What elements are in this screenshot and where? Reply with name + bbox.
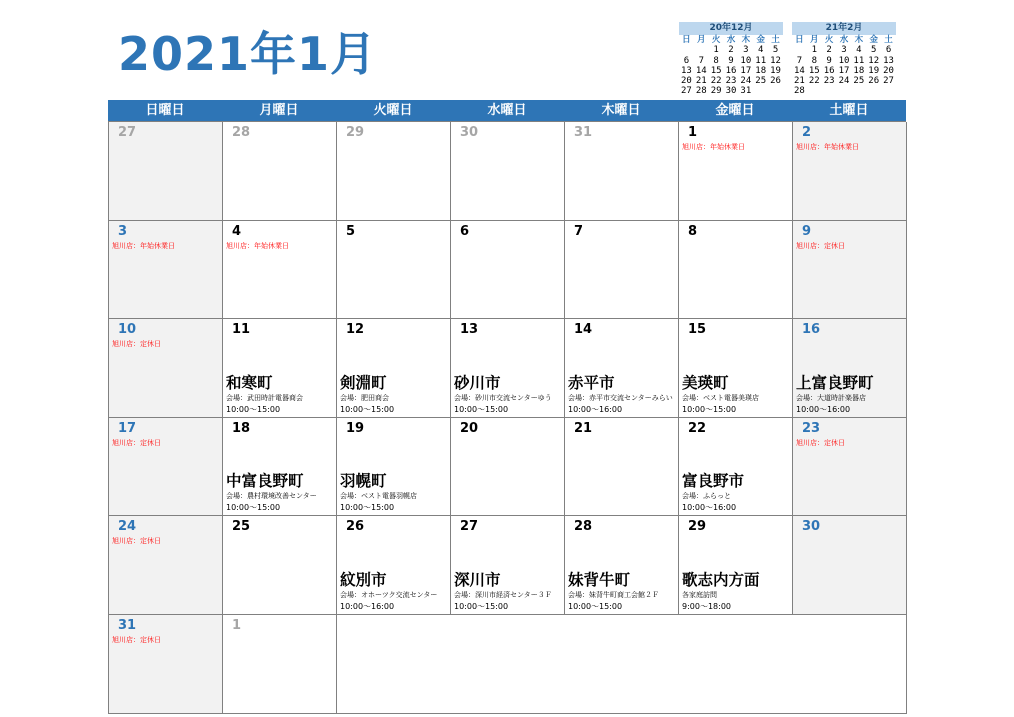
- day-number: 31: [118, 617, 137, 633]
- mini-day: 24: [838, 76, 850, 87]
- mini-day: 15: [710, 65, 722, 76]
- mini-weekday-label: 土: [884, 35, 893, 45]
- day-number: 27: [118, 125, 137, 140]
- mini-day: 23: [823, 76, 835, 87]
- day-number: 2: [802, 125, 812, 140]
- calendar-day-cell[interactable]: [337, 221, 451, 320]
- day-number: 1: [232, 617, 242, 633]
- mini-weekday-label: 土: [771, 35, 780, 45]
- store-holiday-note: 旭川店：年始休業日: [112, 241, 175, 250]
- event-time: 10:00～15:00: [454, 601, 509, 611]
- mini-day: 25: [853, 76, 865, 87]
- weekday-header: 日曜日: [145, 103, 185, 118]
- event-time: 10:00～16:00: [796, 404, 851, 414]
- event-venue: 会場：砂川市交流センターゆう: [454, 393, 552, 402]
- calendar-day-cell[interactable]: [451, 221, 565, 320]
- day-number: 29: [346, 125, 365, 140]
- mini-weekday-label: 金: [756, 35, 765, 45]
- mini-day: 1: [713, 45, 719, 56]
- mini-day: 31: [740, 86, 752, 97]
- mini-calendar-title: 21年2月: [792, 22, 896, 35]
- calendar-day-cell[interactable]: [337, 418, 451, 517]
- mini-weekday-label: 木: [854, 35, 864, 45]
- mini-day: 15: [808, 65, 820, 76]
- event-venue: 会場：農村環境改善センター: [226, 492, 317, 501]
- mini-day: 22: [808, 76, 820, 87]
- mini-day: 6: [683, 55, 690, 66]
- mini-day: 18: [853, 65, 865, 76]
- mini-day: 28: [695, 86, 707, 97]
- day-number: 27: [460, 519, 479, 535]
- mini-day: 2: [826, 45, 832, 56]
- mini-day: 12: [770, 55, 781, 66]
- mini-day: 7: [796, 55, 803, 66]
- mini-weekday-label: 日: [795, 35, 804, 45]
- event-time: 10:00～16:00: [568, 404, 623, 414]
- calendar-day-cell[interactable]: [109, 516, 223, 615]
- day-number: 28: [574, 519, 593, 535]
- event-block: [454, 373, 562, 415]
- event-block: [568, 373, 676, 415]
- weekday-header: 金曜日: [715, 103, 755, 118]
- calendar-day-cell[interactable]: [793, 122, 907, 221]
- mini-day: [822, 86, 837, 96]
- mini-day: 21: [695, 76, 707, 87]
- mini-day: 11: [853, 55, 865, 66]
- calendar-empty-cell: [337, 615, 907, 714]
- event-block: [340, 471, 448, 513]
- calendar-day-cell[interactable]: [337, 122, 451, 221]
- mini-weekday-label: 日: [682, 35, 691, 45]
- mini-calendar-grid: [792, 35, 896, 97]
- mini-day: 28: [794, 86, 805, 97]
- event-venue: 会場：オホーツク交流センター: [340, 590, 438, 599]
- calendar-day-cell[interactable]: [679, 221, 793, 320]
- store-holiday-note: 旭川店：年始休業日: [682, 143, 745, 151]
- calendar-day-cell[interactable]: [109, 319, 223, 418]
- event-location: 美瑛町: [682, 373, 729, 392]
- event-block: [226, 471, 334, 513]
- mini-day: 11: [755, 55, 767, 66]
- mini-day: 19: [868, 65, 880, 76]
- day-number: 29: [688, 519, 707, 535]
- day-number: 1: [688, 125, 698, 140]
- calendar-day-cell[interactable]: [793, 516, 907, 615]
- calendar-day-cell[interactable]: [565, 122, 679, 221]
- day-number: 19: [346, 420, 365, 436]
- event-venue: 会場：深川市経済センター３Ｆ: [454, 590, 552, 599]
- day-number: 30: [460, 125, 479, 140]
- event-block: [340, 570, 448, 612]
- day-number: 22: [688, 420, 707, 436]
- day-number: 23: [802, 420, 821, 436]
- mini-day: 14: [794, 65, 805, 76]
- mini-day: [753, 86, 768, 96]
- calendar-day-cell[interactable]: [109, 615, 223, 714]
- event-block: [796, 373, 904, 415]
- calendar-day-cell[interactable]: [223, 615, 337, 714]
- mini-day: 13: [681, 65, 692, 76]
- calendar-day-cell[interactable]: [223, 516, 337, 615]
- mini-day: 27: [681, 86, 692, 97]
- mini-calendar-grid: [679, 35, 783, 97]
- mini-day: 16: [823, 65, 835, 76]
- store-holiday-note: 旭川店：定休日: [112, 340, 161, 349]
- event-location: 歌志内方面: [682, 570, 760, 589]
- mini-weekday-label: 金: [869, 35, 878, 45]
- event-location: 赤平市: [568, 373, 615, 392]
- mini-weekday-label: 火: [824, 35, 834, 45]
- mini-day: [768, 86, 783, 96]
- mini-day: 17: [838, 65, 850, 76]
- event-time: 10:00～15:00: [226, 503, 281, 513]
- mini-day: 20: [681, 76, 692, 87]
- calendar-day-cell[interactable]: [451, 418, 565, 517]
- event-block: [454, 570, 562, 612]
- event-location: 富良野市: [682, 472, 745, 491]
- weekday-header: 土曜日: [829, 103, 869, 118]
- mini-day: 29: [710, 86, 722, 97]
- calendar-day-cell[interactable]: [223, 418, 337, 517]
- store-holiday-note: 旭川店：定休日: [796, 438, 845, 447]
- day-number: 10: [118, 322, 137, 338]
- mini-day: 9: [728, 55, 734, 66]
- weekday-header: 火曜日: [373, 103, 413, 118]
- calendar-day-cell[interactable]: [565, 319, 679, 418]
- store-holiday-note: 旭川店：定休日: [796, 241, 845, 250]
- mini-day: 21: [794, 76, 805, 87]
- mini-weekday-label: 月: [810, 35, 819, 45]
- month-calendar: [108, 100, 906, 714]
- event-venue: 会場：妹背牛町商工会館２Ｆ: [568, 590, 659, 599]
- mini-day: [866, 86, 881, 96]
- calendar-day-cell[interactable]: [679, 516, 793, 615]
- mini-day: [792, 45, 807, 55]
- event-time: 10:00～15:00: [226, 404, 281, 414]
- mini-day: 16: [725, 65, 737, 76]
- day-number: 20: [460, 420, 479, 436]
- event-time: 10:00～15:00: [568, 601, 623, 611]
- mini-day: 13: [883, 55, 894, 66]
- mini-day: 10: [838, 55, 850, 66]
- mini-day: 22: [710, 76, 722, 87]
- event-venue: 会場：ベスト電器美瑛店: [682, 393, 759, 402]
- day-number: 30: [802, 519, 821, 535]
- day-number: 28: [232, 125, 251, 140]
- day-number: 13: [460, 322, 479, 338]
- event-location: 紋別市: [340, 570, 387, 589]
- event-block: [568, 570, 676, 612]
- mini-day: 19: [770, 65, 781, 76]
- calendar-day-cell[interactable]: [793, 319, 907, 418]
- mini-day: 14: [695, 65, 707, 76]
- day-number: 7: [574, 223, 584, 239]
- day-number: 17: [118, 420, 137, 436]
- event-venue: 会場：赤平市交流センターみらい: [568, 393, 673, 402]
- calendar-day-cell[interactable]: [109, 221, 223, 320]
- calendar-day-cell[interactable]: [223, 122, 337, 221]
- mini-day: 23: [725, 76, 737, 87]
- calendar-day-cell[interactable]: [109, 418, 223, 517]
- mini-day: 26: [868, 76, 880, 87]
- mini-weekday-label: 水: [839, 35, 849, 45]
- event-time: 10:00～16:00: [340, 601, 395, 611]
- mini-calendar-next-month: [792, 22, 896, 97]
- page-title: 2021年1月: [118, 27, 378, 81]
- calendar-day-cell[interactable]: [679, 418, 793, 517]
- event-location: 中富良野町: [226, 472, 304, 491]
- mini-day: 4: [758, 45, 764, 56]
- weekday-header: 月曜日: [259, 103, 299, 118]
- event-location: 妹背牛町: [568, 570, 631, 589]
- event-time: 10:00～15:00: [682, 404, 737, 414]
- calendar-day-cell[interactable]: [451, 516, 565, 615]
- mini-day: 3: [841, 45, 847, 56]
- calendar-day-cell[interactable]: [679, 122, 793, 221]
- event-block: [682, 471, 790, 513]
- event-time: 9:00～18:00: [682, 601, 732, 611]
- calendar-day-cell[interactable]: [451, 122, 565, 221]
- day-number: 5: [346, 223, 356, 239]
- mini-day: 18: [755, 65, 767, 76]
- mini-day: 4: [856, 45, 862, 56]
- day-number: 14: [574, 322, 593, 338]
- mini-day: [807, 86, 822, 96]
- mini-day: 1: [811, 45, 817, 56]
- calendar-day-cell[interactable]: [565, 221, 679, 320]
- event-venue: 各家庭訪問: [682, 590, 717, 599]
- mini-day: [881, 86, 896, 96]
- mini-day: 6: [885, 45, 892, 56]
- event-venue: 会場：大道時計楽器店: [796, 393, 866, 402]
- day-number: 26: [346, 519, 365, 535]
- mini-day: 8: [713, 55, 719, 66]
- calendar-day-cell[interactable]: [109, 122, 223, 221]
- event-block: [682, 570, 790, 612]
- mini-day: 12: [868, 55, 880, 66]
- event-time: 10:00～15:00: [454, 404, 509, 414]
- day-number: 6: [460, 223, 470, 239]
- calendar-day-cell[interactable]: [337, 319, 451, 418]
- store-holiday-note: 旭川店：定休日: [112, 438, 161, 447]
- event-venue: 会場：武田時計電器商会: [226, 393, 303, 402]
- day-number: 8: [688, 223, 698, 239]
- calendar-day-cell[interactable]: [223, 221, 337, 320]
- calendar-day-cell[interactable]: [223, 319, 337, 418]
- mini-day: 5: [772, 45, 779, 56]
- day-number: 11: [232, 322, 251, 338]
- calendar-grid: [108, 121, 906, 714]
- mini-day: 20: [883, 65, 894, 76]
- mini-day: 3: [743, 45, 749, 56]
- event-location: 和寒町: [226, 373, 273, 392]
- calendar-day-cell[interactable]: [793, 221, 907, 320]
- mini-day: 2: [728, 45, 734, 56]
- day-number: 24: [118, 519, 137, 535]
- event-time: 10:00～16:00: [682, 503, 737, 513]
- store-holiday-note: 旭川店：定休日: [112, 635, 161, 644]
- mini-day: 26: [770, 76, 781, 87]
- event-location: 砂川市: [454, 373, 501, 392]
- event-venue: 会場：ベスト電器羽幌店: [340, 492, 417, 501]
- event-time: 10:00～15:00: [340, 503, 395, 513]
- mini-day: 7: [698, 55, 704, 66]
- event-location: 剣淵町: [340, 373, 387, 392]
- mini-day: 30: [725, 86, 737, 97]
- mini-day: 27: [883, 76, 894, 87]
- event-venue: 会場：ふらっと: [682, 492, 731, 501]
- event-time: 10:00～15:00: [340, 404, 395, 414]
- day-number: 16: [802, 322, 821, 338]
- day-number: 18: [232, 420, 251, 436]
- calendar-day-cell[interactable]: [679, 319, 793, 418]
- store-holiday-note: 旭川店：年始休業日: [226, 241, 289, 250]
- mini-day: 24: [740, 76, 752, 87]
- weekday-header: 水曜日: [487, 103, 527, 118]
- day-number: 25: [232, 519, 251, 535]
- store-holiday-note: 旭川店：定休日: [112, 537, 161, 546]
- calendar-day-cell[interactable]: [337, 516, 451, 615]
- day-number: 21: [574, 420, 593, 436]
- mini-day: 10: [740, 55, 752, 66]
- weekday-header-row: [108, 100, 906, 121]
- event-block: [682, 373, 790, 415]
- mini-day: 25: [755, 76, 767, 87]
- mini-day: 9: [826, 55, 832, 66]
- mini-day: [679, 45, 694, 55]
- calendar-day-cell[interactable]: [793, 418, 907, 517]
- day-number: 4: [232, 223, 242, 239]
- calendar-day-cell[interactable]: [565, 418, 679, 517]
- mini-day: [694, 45, 709, 55]
- event-block: [340, 373, 448, 415]
- mini-weekday-label: 水: [726, 35, 736, 45]
- mini-weekday-label: 木: [741, 35, 751, 45]
- event-location: 羽幌町: [340, 472, 387, 491]
- day-number: 3: [118, 223, 128, 239]
- mini-day: 8: [811, 55, 817, 66]
- store-holiday-note: 旭川店：年始休業日: [796, 143, 859, 151]
- event-location: 深川市: [454, 570, 501, 589]
- calendar-day-cell[interactable]: [451, 319, 565, 418]
- mini-day: 17: [740, 65, 752, 76]
- mini-weekday-label: 火: [711, 35, 721, 45]
- event-block: [226, 373, 334, 415]
- day-number: 15: [688, 322, 707, 338]
- mini-weekday-label: 月: [697, 35, 706, 45]
- weekday-header: 木曜日: [601, 103, 641, 118]
- event-location: 上富良野町: [796, 373, 874, 392]
- mini-day: [851, 86, 866, 96]
- calendar-day-cell[interactable]: [565, 516, 679, 615]
- mini-calendar-title: 20年12月: [679, 22, 783, 35]
- day-number: 12: [346, 322, 365, 338]
- day-number: 9: [802, 223, 812, 239]
- mini-day: [837, 86, 852, 96]
- mini-calendar-prev-month: [679, 22, 783, 97]
- event-venue: 会場：肥田商会: [340, 393, 389, 402]
- mini-day: 5: [871, 45, 877, 56]
- day-number: 31: [574, 125, 593, 140]
